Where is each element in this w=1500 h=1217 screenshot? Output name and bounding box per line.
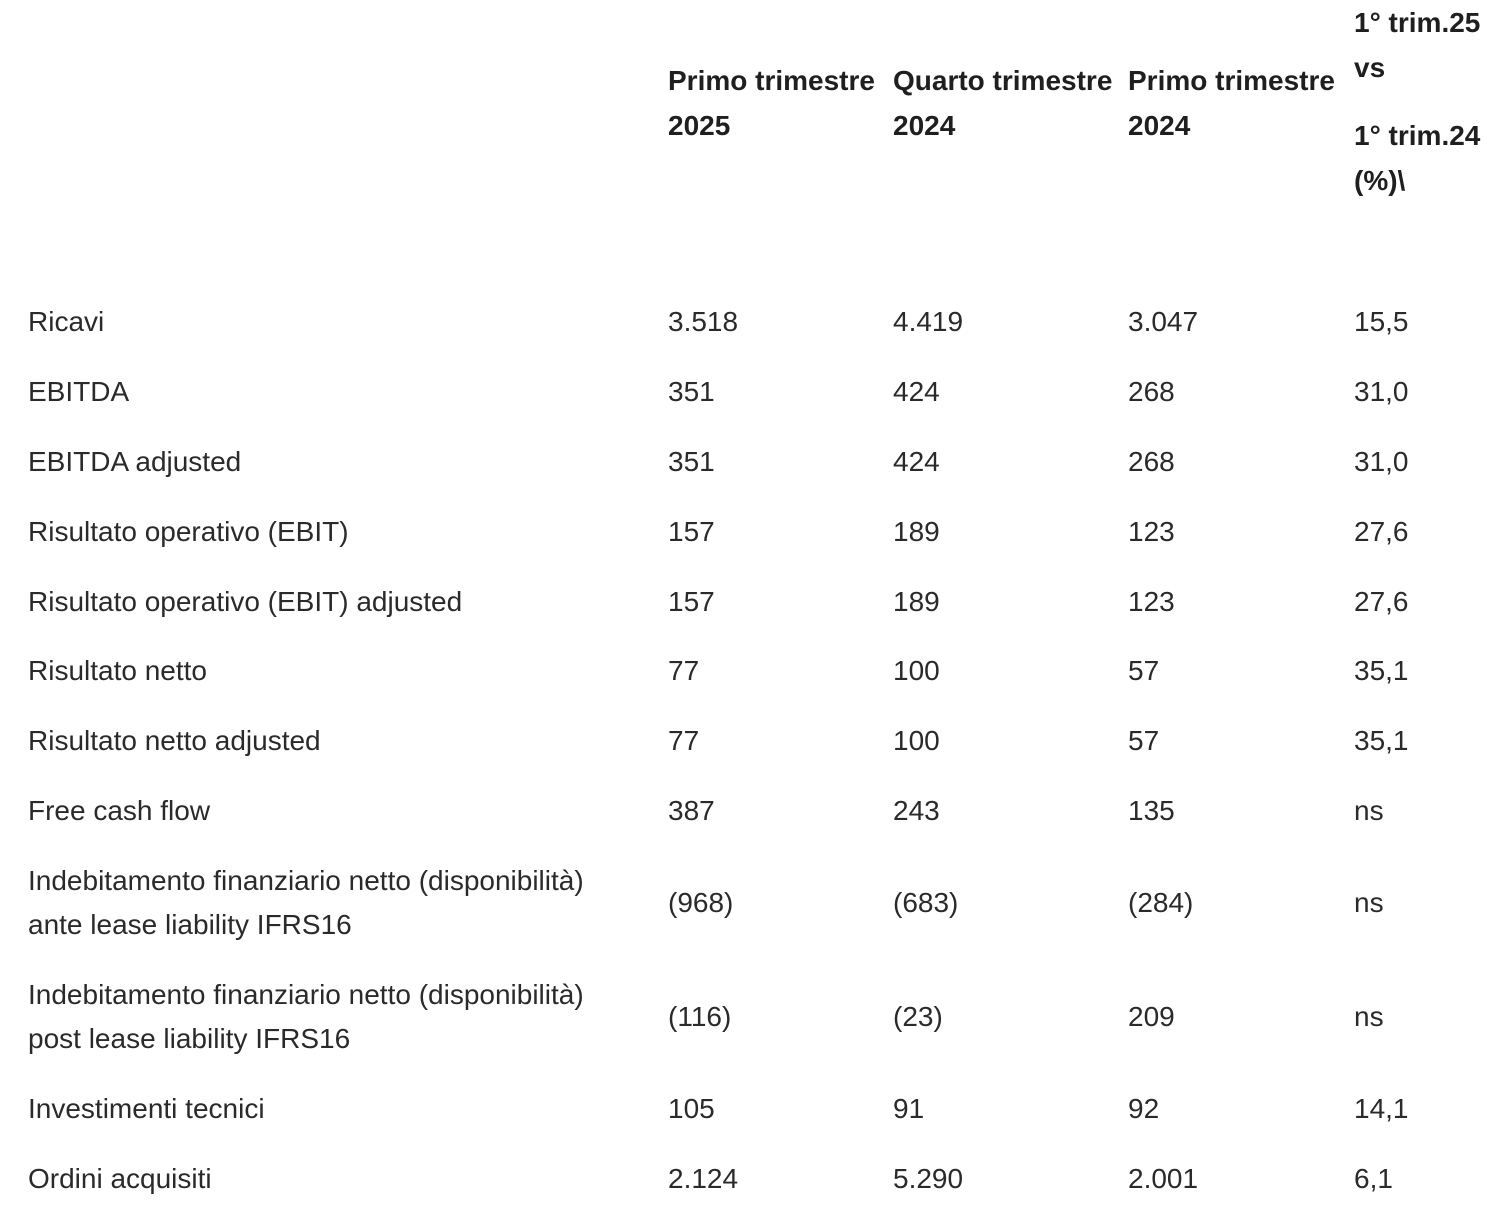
- row-value-4: 14,1: [1354, 1093, 1409, 1124]
- row-value-3: 135: [1128, 795, 1175, 826]
- row-value-4: 15,5: [1354, 306, 1409, 337]
- row-value-1: 105: [668, 1093, 715, 1124]
- row-value-4: 35,1: [1354, 655, 1409, 686]
- row-value-1: 157: [668, 586, 715, 617]
- row-value-1: 157: [668, 516, 715, 547]
- row-label: Risultato operativo (EBIT): [28, 516, 349, 547]
- row-label: Ricavi: [28, 306, 105, 337]
- row-value-4: 27,6: [1354, 516, 1409, 547]
- row-value-4: ns: [1354, 887, 1384, 918]
- header-primo-trimestre-2024: Primo trimestre 2024: [1128, 65, 1335, 141]
- row-value-3: 92: [1128, 1093, 1160, 1124]
- row-value-4: 31,0: [1354, 446, 1409, 477]
- row-value-3: 268: [1128, 446, 1175, 477]
- header-primo-trimestre-2025: Primo trimestre 2025: [668, 65, 875, 141]
- row-value-4: 6,1: [1354, 1163, 1393, 1194]
- row-value-4: ns: [1354, 795, 1384, 826]
- row-value-3: 57: [1128, 655, 1160, 686]
- row-value-4: ns: [1354, 1001, 1384, 1032]
- row-value-1: (116): [668, 1001, 732, 1032]
- table-header: [0, 0, 1500, 260]
- row-label: EBITDA: [28, 376, 130, 407]
- row-value-2: 189: [893, 516, 940, 547]
- row-value-2: 5.290: [893, 1163, 964, 1194]
- row-label: Ordini acquisiti: [28, 1163, 212, 1194]
- row-value-1: 2.124: [668, 1163, 739, 1194]
- row-value-3: 57: [1128, 725, 1160, 756]
- row-value-1: 3.518: [668, 306, 739, 337]
- header-variation-percent: 1° trim.25 vs 1° trim.24 (%)\: [1354, 7, 1481, 196]
- row-value-2: 243: [893, 795, 940, 826]
- row-value-1: (968): [668, 887, 734, 918]
- row-value-2: 100: [893, 725, 940, 756]
- row-value-3: 123: [1128, 516, 1175, 547]
- header-quarto-trimestre-2024: Quarto trimestre 2024: [893, 65, 1113, 141]
- row-value-2: (683): [893, 887, 959, 918]
- row-value-2: 424: [893, 446, 940, 477]
- row-value-3: 268: [1128, 376, 1175, 407]
- row-value-2: 189: [893, 586, 940, 617]
- row-value-3: 2.001: [1128, 1163, 1199, 1194]
- row-value-4: 27,6: [1354, 586, 1409, 617]
- row-label: Investimenti tecnici: [28, 1093, 265, 1124]
- row-value-1: 351: [668, 376, 715, 407]
- row-value-1: 387: [668, 795, 715, 826]
- row-value-2: 424: [893, 376, 940, 407]
- row-value-2: 91: [893, 1093, 925, 1124]
- row-value-3: 3.047: [1128, 306, 1199, 337]
- row-label: Risultato netto: [28, 655, 207, 686]
- row-value-2: 4.419: [893, 306, 964, 337]
- row-value-1: 77: [668, 655, 700, 686]
- row-label: Free cash flow: [28, 795, 211, 826]
- row-label: Risultato netto adjusted: [28, 725, 321, 756]
- row-label: Risultato operativo (EBIT) adjusted: [28, 586, 463, 617]
- row-label: Indebitamento finanziario netto (disponibilità) ante lease liability IFRS16: [28, 865, 584, 940]
- row-value-2: (23): [893, 1001, 943, 1032]
- row-value-3: 123: [1128, 586, 1175, 617]
- row-value-1: 351: [668, 446, 715, 477]
- row-value-1: 77: [668, 725, 700, 756]
- row-label: Indebitamento finanziario netto (disponibilità) post lease liability IFRS16: [28, 979, 584, 1054]
- row-value-3: 209: [1128, 1001, 1175, 1032]
- row-value-4: 35,1: [1354, 725, 1409, 756]
- row-value-3: (284): [1128, 887, 1194, 918]
- row-value-4: 31,0: [1354, 376, 1409, 407]
- row-value-2: 100: [893, 655, 940, 686]
- row-label: EBITDA adjusted: [28, 446, 242, 477]
